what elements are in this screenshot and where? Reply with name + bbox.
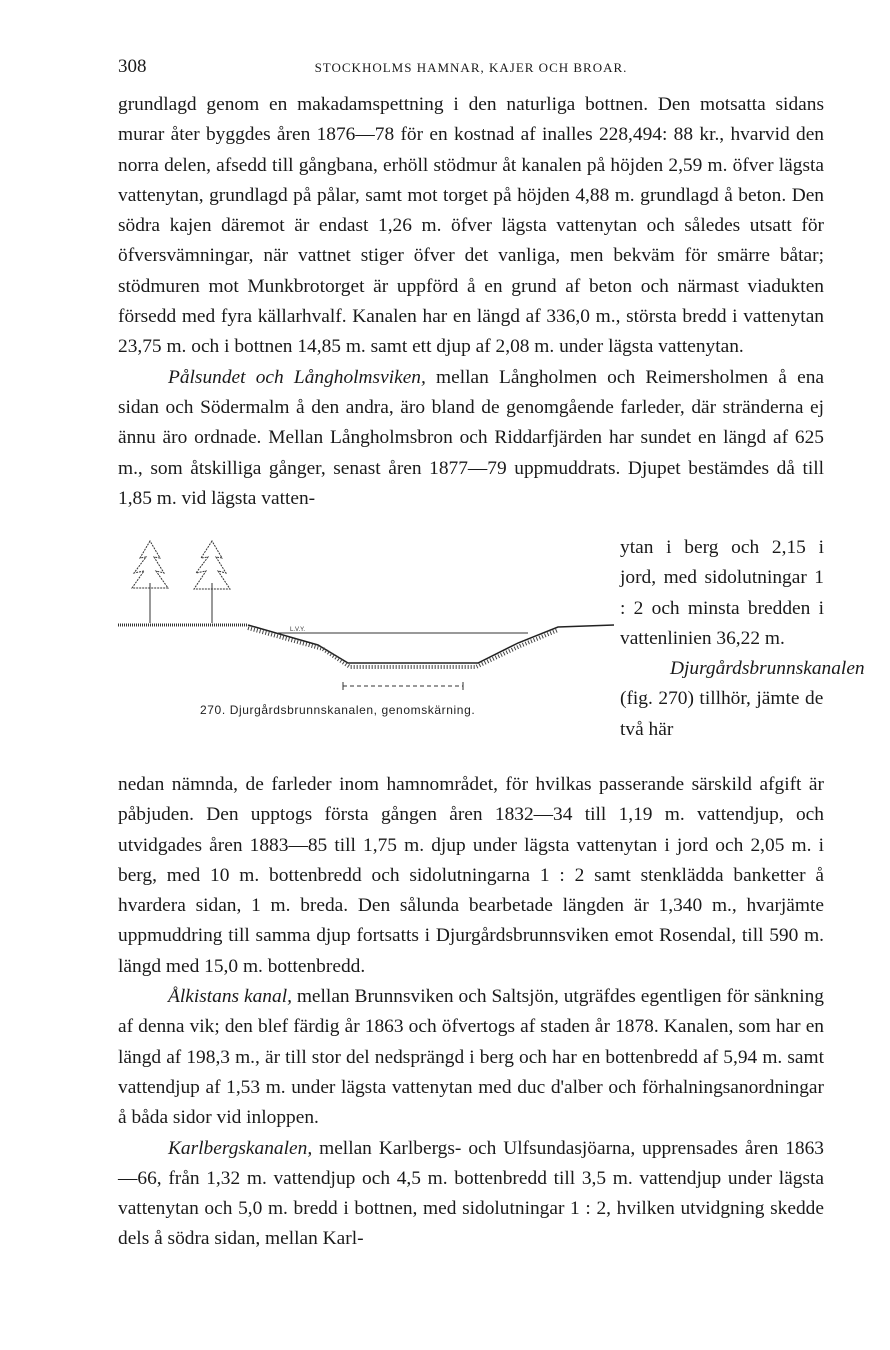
paragraph-text: mellan Karlbergs- och Ulfsundasjöarna, upprensades åren 1863—66, från 1,32 m. vattendjup och 4,5 m. bottenbredd till 3,5 m. vattendjup under lägsta vattenytan och 5,0 m. bredd i bottnen, med sidolutningar 1 : 2, hvilken utvidgning skedde dels å södra sidan, mellan Karl- [118, 1137, 824, 1250]
page-header [118, 56, 824, 80]
paragraph-karlberg [118, 1134, 824, 1255]
page-number: 308 [118, 56, 147, 77]
paragraph: nedan nämnda, de farleder inom hamnområdet, för hvilkas passerande särskild afgift är påbjuden. Den upptogs första gången åren 1832—34 till 1,19 m. vattendjup, och utvidgades åren 1883—85 till 1,75 m. djup under lägsta vattenytan i jord och 2,05 m. i berg, med 10 m. bottenbredd och sidolutningarna 1 : 2 samt stenklädda banketter å hvardera sidan, 1 m. breda. Den sålunda bearbetade längden är 1,340 m., hvarjämte uppmuddring till samma djup fortsatts i Djurgårdsbrunnsviken emot Rosendal, till 590 m. längd med 15,0 m. bottenbredd. [118, 774, 824, 977]
paragraph-text: mellan Brunnsviken och Saltsjön, utgräfdes egentligen för sänkning af denna vik; den blef färdig år 1863 och öfvertogs af staden år 1878. Kanalen, som har en längd af 198,3 m., är till stor del nedsprängd i berg och har en bottenbredd af 5,94 m. samt vattendjup af 1,53 m. under lägsta vattenytan med duc d'alber och förhalningsanordningar å båda sidor vid inloppen. [118, 986, 824, 1129]
running-title: STOCKHOLMS HAMNAR, KAJER OCH BROAR. [314, 60, 628, 75]
section-term: Djurgårdsbrunnskanalen [670, 658, 865, 680]
paragraph-text: (fig. 270) tillhör, jämte de två här [620, 688, 824, 740]
paragraph: grundlagd genom en makadamspettning i den naturliga bottnen. Den motsatta sidans murar åter byggdes åren 1876—78 för en kostnad af inalles 228,494: 88 kr., hvarvid den norra delen, afsedd till gångbana, erhöll stödmur åt kanalen på höjden 2,59 m. öfver lägsta vattenytan, grundlagd på pålar, samt mot torget på höjden 4,88 m. grundlagd å beton. Den södra kajen däremot är endast 1,26 m. öfver lägsta vattenytan och således utsatt för öfversvämningar, när vattnet stiger öfver det vanliga, men bekväm för smärre båtar; stödmuren mot Munkbrotorget är uppförd å en grund af beton och närmast viadukten försedd med fyra källarhvalf. Kanalen har en längd af 336,0 m., största bredd i vattenytan 23,75 m. och i bottnen 14,85 m. samt ett djup af 2,08 m. under lägsta vattenytan. [118, 94, 824, 358]
cross-section-drawing [118, 533, 614, 703]
section-term: Karlbergskanalen, [168, 1137, 313, 1159]
paragraph-palsundet [118, 363, 824, 514]
svg-text:L.V.Y.: L.V.Y. [290, 627, 306, 633]
text-block-bottom [118, 770, 824, 1255]
paragraph-alkistan [118, 982, 824, 1133]
tree-left [132, 541, 168, 623]
paragraph-djurgardsbrunn [620, 654, 865, 745]
tree-right [194, 541, 230, 623]
section-term: Pålsundet och Långholmsviken, [168, 366, 426, 388]
paragraph [620, 533, 824, 654]
figure-canal-cross-section [118, 533, 614, 723]
section-term: Ålkistans kanal, [168, 986, 292, 1008]
text-block-top [118, 90, 824, 514]
text-beside-figure [620, 533, 865, 745]
paragraph-text: mellan Långholmen och Reimersholmen å ena sidan och Södermalm å den andra, äro bland de genomgående farleder, där stränderna ej ännu äro ordnade. Mellan Långholmsbron och Riddarfjärden har sundet en längd af 625 m., som åtskilliga gånger, senast åren 1877—79 uppmuddrats. Djupet bestämdes då till 1,85 m. vid lägsta vatten- [118, 366, 824, 509]
paragraph-text: ytan i berg och 2,15 i jord, med sidolutningar 1 : 2 och minsta bredden i vattenlinien 36,22 m. [620, 537, 824, 649]
figure-caption: 270. Djurgårdsbrunnskanalen, genomskärning. [200, 703, 476, 717]
